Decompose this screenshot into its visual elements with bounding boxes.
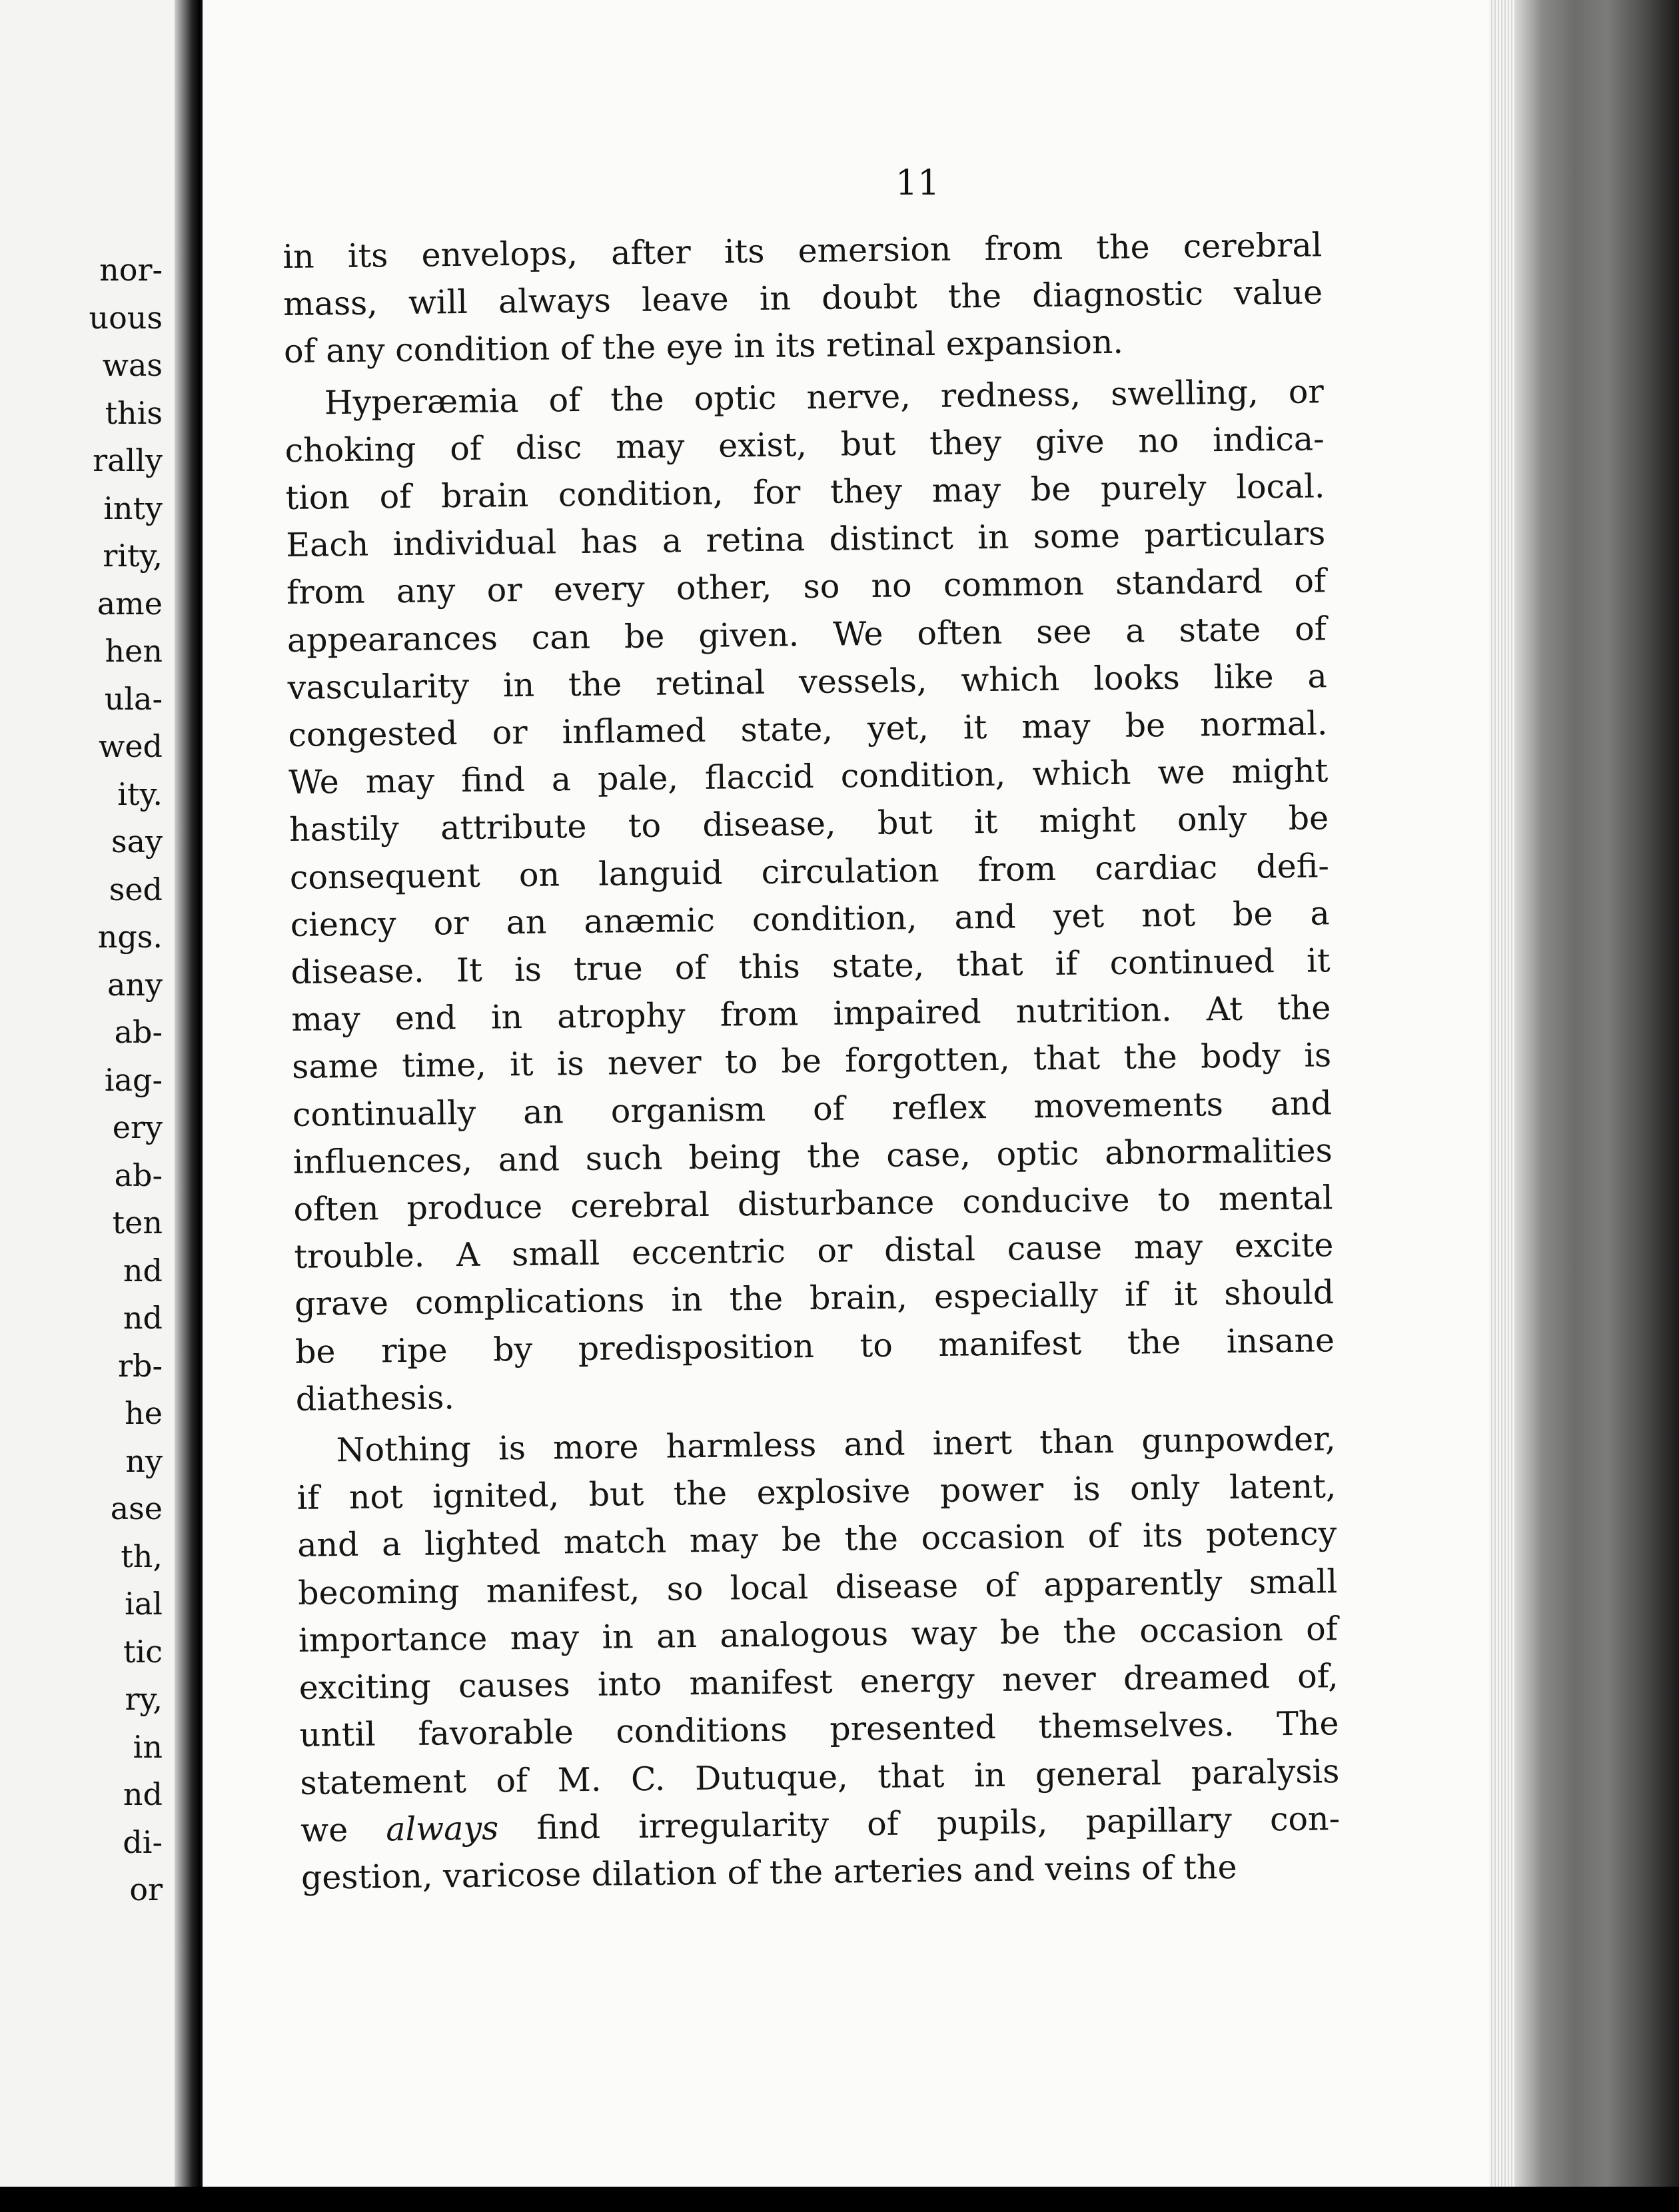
text-line: from any or every other, so no common standard of [286, 562, 1327, 612]
facing-line-fragment: rally [93, 442, 163, 478]
text-line: exciting causes into manifest energy never dreamed of, [298, 1657, 1339, 1707]
facing-line-fragment: he [125, 1395, 163, 1431]
book-page [200, 0, 1508, 2187]
facing-line-fragment: di- [123, 1824, 163, 1860]
facing-line-fragment: ame [97, 585, 163, 622]
text-line: be ripe by predisposition to manifest the insane [294, 1321, 1335, 1371]
text-line: often produce cerebral disturbance conducive to mental [293, 1179, 1333, 1229]
page-number: 11 [895, 163, 940, 203]
text-line: statement of M. C. Dutuque, that in general paralysis [300, 1752, 1340, 1802]
text-line: mass, will always leave in doubt the diagnostic value [282, 273, 1323, 324]
text-line: we always find irregularity of pupils, papillary con- [300, 1799, 1341, 1850]
facing-line-fragment: nor- [99, 252, 163, 288]
facing-line-fragment: inty [103, 490, 163, 526]
text-line: consequent on languid circulation from cardiac defi- [289, 846, 1330, 897]
text-line: becoming manifest, so local disease of apparently small [297, 1562, 1338, 1612]
facing-line-fragment: ery [112, 1109, 163, 1145]
text-line: importance may in an analogous way be the occasion of [298, 1610, 1339, 1660]
facing-line-fragment: ial [125, 1586, 163, 1622]
text-line: hastily attribute to disease, but it might only be [288, 799, 1329, 849]
book-gutter [175, 0, 200, 2187]
facing-line-fragment: rb- [118, 1347, 163, 1384]
text-line: Hyperæmia of the optic nerve, redness, swelling, or [324, 372, 1325, 422]
text-line: Nothing is more harmless and inert than gunpowder, [336, 1420, 1336, 1470]
text-line: influences, and such being the case, optic abnormalities [292, 1131, 1333, 1181]
facing-page-text [3, 247, 163, 1914]
facing-line-fragment: any [107, 966, 163, 1003]
facing-line-fragment: iag- [104, 1061, 163, 1098]
text-line: vascularity in the retinal vessels, which looks like a [287, 657, 1327, 707]
facing-line-fragment: ity. [117, 776, 163, 812]
text-line: of any condition of the eye in its retinal expansion. [283, 323, 1124, 371]
facing-line-fragment: sed [109, 871, 163, 907]
text-line: until favorable conditions presented themselves. The [299, 1704, 1339, 1755]
text-line: trouble. A small eccentric or distal cause may excite [294, 1226, 1334, 1277]
facing-line-fragment: th, [121, 1538, 163, 1574]
facing-line-fragment: wed [98, 728, 163, 764]
facing-line-fragment: ten [112, 1205, 163, 1241]
page-body-text [282, 221, 1341, 1902]
facing-line-fragment: ase [110, 1490, 163, 1526]
facing-line-fragment: or [129, 1872, 163, 1908]
facing-line-fragment: tic [123, 1633, 163, 1670]
facing-line-fragment: ab- [114, 1014, 163, 1050]
text-line: congested or inflamed state, yet, it may be normal. [288, 704, 1328, 754]
facing-line-fragment: ula- [104, 680, 163, 717]
facing-line-fragment: nd [123, 1300, 163, 1336]
text-line: same time, it is never to be forgotten, that the body is [291, 1036, 1332, 1087]
text-line: tion of brain condition, for they may be purely local. [285, 467, 1325, 517]
text-line: continually an organism of reflex movements and [292, 1083, 1333, 1134]
text-line: in its envelops, after its emersion from the cerebral [282, 226, 1323, 276]
facing-page [0, 0, 188, 2187]
facing-line-fragment: hen [105, 633, 163, 669]
facing-line-fragment: ry, [125, 1681, 163, 1717]
text-line: if not ignited, but the explosive power is only latent, [296, 1467, 1337, 1518]
scan-border [0, 2187, 1679, 2212]
text-line: gestion, varicose dilation of the arteries and veins of the [300, 1848, 1237, 1897]
text-line: may end in atrophy from impaired nutrition. At the [291, 989, 1331, 1039]
facing-line-fragment: rity, [103, 538, 163, 574]
facing-line-fragment: say [111, 824, 163, 859]
facing-line-fragment: nd [123, 1776, 163, 1812]
paragraph [282, 221, 1323, 375]
paragraph [296, 1415, 1341, 1902]
book-cover-edge [1489, 0, 1679, 2187]
text-line: and a lighted match may be the occasion of its potency [297, 1514, 1337, 1565]
text-line: disease. It is true of this state, that if continued it [290, 941, 1331, 991]
facing-line-fragment: ny [125, 1442, 163, 1479]
facing-line-fragment: was [102, 347, 163, 383]
emphasis: always [386, 1809, 499, 1849]
facing-line-fragment: nd [123, 1252, 163, 1289]
text-line: ciency or an anæmic condition, and yet not be a [290, 894, 1331, 944]
text-line: grave complications in the brain, especially if it should [294, 1273, 1335, 1324]
facing-line-fragment: ngs. [97, 919, 163, 955]
facing-line-fragment: ab- [114, 1157, 163, 1193]
paragraph [284, 368, 1335, 1423]
text-line: appearances can be given. We often see a state of [286, 609, 1327, 660]
facing-line-fragment: this [105, 394, 163, 431]
text-line: We may find a pale, flaccid condition, which we might [288, 752, 1329, 802]
page-fore-edge [1489, 0, 1516, 2187]
facing-line-fragment: uous [89, 299, 163, 336]
text-line: diathesis. [295, 1379, 455, 1418]
text-line: choking of disc may exist, but they give no indica- [284, 420, 1325, 470]
facing-line-fragment: in [133, 1728, 163, 1765]
text-line: Each individual has a retina distinct in some particulars [285, 514, 1326, 565]
